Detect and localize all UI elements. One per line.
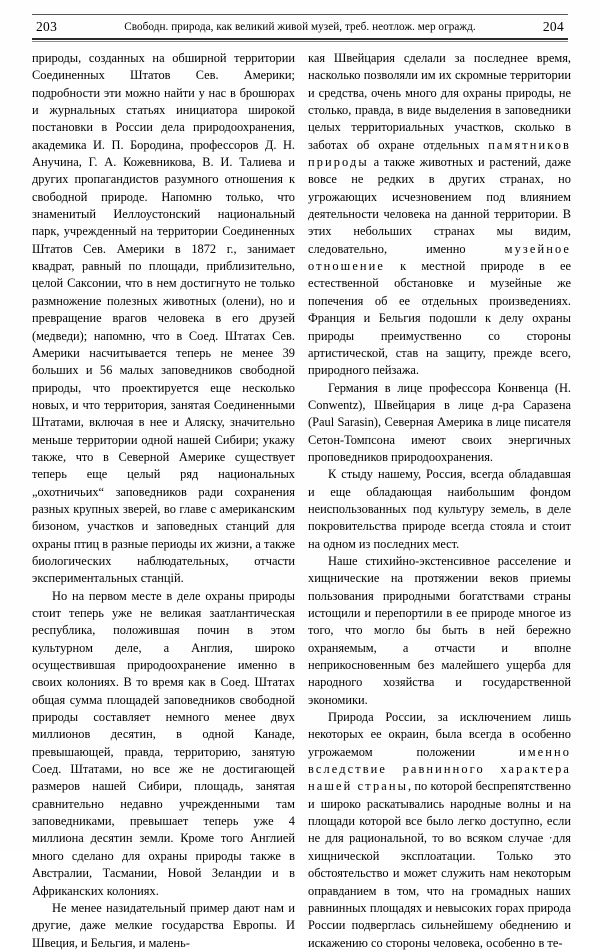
- paragraph: [308, 553, 571, 709]
- folio-left: 203: [36, 18, 58, 34]
- right-column: [308, 50, 571, 950]
- emphasized-text: именно вследствие равнинного характера нашей страны: [308, 744, 571, 794]
- header-rule-bottom-thick: [32, 38, 568, 40]
- folio-right: 204: [542, 18, 564, 34]
- text-run: к местной природе в ее естественной обстановке и музейные же попечения об ее отдельных произведениях. Франция и Бельгия подошли к делу охраны природы преимуственно со стороны артистической, став на защиту, прежде всего, природного пейзажа.: [308, 259, 571, 378]
- paragraph: [308, 466, 571, 553]
- text-run: К стыду нашему, Россия, всегда обладавшая и еще обладающая наибольшим фондом неиспользованных под культуру земель, в деле покровительства природе всегда стояла и стоит на одном из последних мест.: [308, 467, 571, 551]
- text-run: Наше стихийно-экстенсивное расселение и хищнические на протяжении веков приемы пользования природными богатствами страны истощили и перепортили в ее природе многое из того, что могло бы быть в ней бережно охраняемым, а отчасти и вполне неприкосновенным без малейшего ущерба для народного хозяйства и государственной экономики.: [308, 553, 571, 707]
- left-column: [32, 50, 295, 950]
- paragraph: [308, 50, 571, 380]
- paragraph: [308, 709, 571, 952]
- running-head-title: Свободн. природа, как великий живой музей, треб. неотлож. мер огражд.: [124, 20, 476, 33]
- body-columns: [32, 50, 572, 950]
- running-head: [32, 14, 568, 40]
- header-rule-top: [32, 14, 568, 15]
- paragraph: Не менее назидательный пример дают нам и другие, даже мелкие государства Европы. И Швеция, и Бельгия, и малень-: [32, 900, 295, 950]
- paragraph: природы, созданных на обширной территории Соединенных Штатов Сев. Америки; подробности эти можно найти у нас в брошюрах и журнальных статьях инициатора широкой постановки в России дела природоохранения, академика И. П. Бородина, профессоров Д. Н. Анучина, Г. А. Кожевникова, В. И. Талиева и других пропагандистов разумного отношения к свободной природе. Напомню только, что знаменитый Иеллоустонский национальный парк, учрежденный на территории Соединенных Штатов Сев. Америки в 1872 г., занимает квадрат, равный по площади, приблизительно, целой Саксонии, что в нем достигнуто не только размножение полезных животных (олени), но и превращение врагов человека в его друзей (медведи); напомню, что в Соед. Штатах Сев. Америки насчитывается теперь не менее 39 больших и 56 малых заповедников свободной природы, что проектируется еще несколько новых, и что территория, занятая Соединенными Штатами, включая в нее и Аляску, значительно меньше территории одной нашей Сибири; укажу также, что в Северной Америке существует теперь еще целый ряд национальных „охотничьих“ заповедников ради сохранения разных крупных зверей, во главе с американским бизоном, участков и заповедных станций для охраны птиц в разные периоды их жизни, а также биологических наблюдательных, отчасти экспериментальных станцiй.: [32, 51, 295, 586]
- paragraph: Но на первом месте в деле охраны природы стоит теперь уже не великая заатлантическая республика, положившая почин в этом культурном деле, а Англия, широко осуществившая природоохранение именно в своих колониях. В то время как в Соед. Штатах общая сумма площадей заповедников свободной природы составляет немного менее двух миллионов десятин, в одной Канаде, превышающей, правда, территорию, занятую Соед. Штатами, но все же не достигающей размеров нашей Сибири, площадь, занятая сравнительно недавно учрежденными там заповедниками, превышает теперь уже 4 миллиона десятин земли. Кроме того Англией много сделано для охраны природы также в Австралии, Тасмании, Новой Зеландии и в Африканских колониях.: [32, 588, 295, 898]
- text-run: Германия в лице профессора Конвенца (H. Conwentz), Швейцария в лице д-ра Саразена (Paul Sarasin), Северная Америка в лице писателя Сетон-Томпсона имеют своих энергичных проповедников природоохранения.: [308, 380, 571, 464]
- text-run: кая Швейцария сделали за последнее время, насколько позволяли им их скромные территории и средства, очень много для охраны природы, не столько, правда, в виде выделения в заповедники целых территориальных участков, сколько в заботах об охране отдельных: [308, 51, 571, 152]
- text-run: , по которой беспрепятственно и широко раскатывались народные волны и на площади которой все было легко доступно, если не для рациональной, то во всяком случае ·для хищнической эксплоатации. Только это обстоятельство и может служить нам некоторым оправданием в том, что на громадных наших равнинных площадях и невысоких горах природа России подверглась сильнейшему обеднению и искажению со стороны человека, особенно в те-: [308, 779, 571, 950]
- header-rule-bottom-thin: [32, 41, 568, 42]
- emphasized-text: памятников природы: [308, 137, 571, 170]
- header-row: [32, 16, 568, 37]
- text-run: а также животных и растений, даже вовсе не редких в других странах, но угрожающих исчезновением под влиянием деятельности человека на данной территории. В этих небольших странах мы видим, следовательно, именно: [308, 155, 571, 256]
- paragraph: [308, 380, 571, 467]
- emphasized-text: музейное отношение: [308, 241, 571, 274]
- text-run: Природа России, за исключением лишь некоторых ее окраин, была всегда в особенно угрожаемом положении: [308, 710, 571, 759]
